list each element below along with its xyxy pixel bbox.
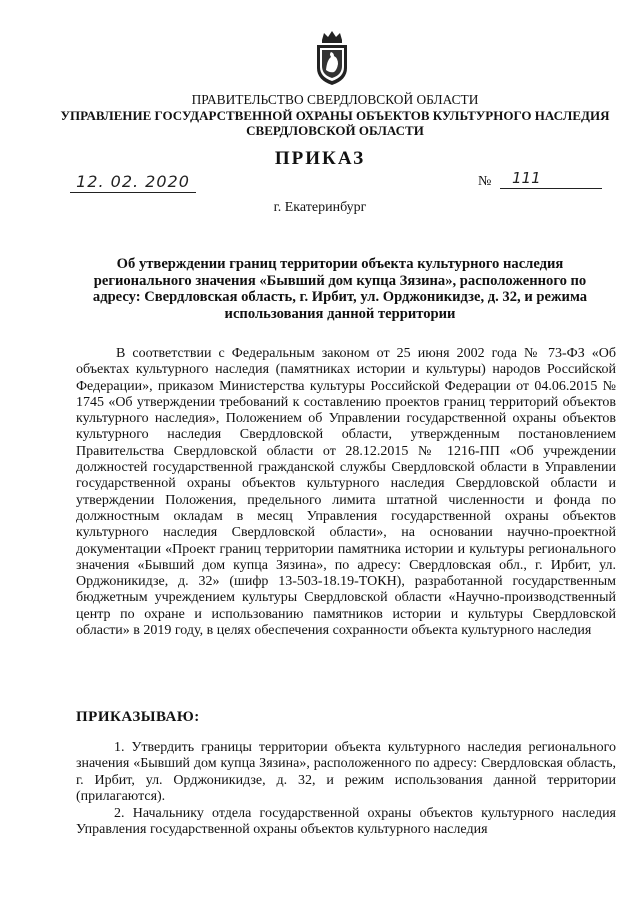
order-city: г. Екатеринбург	[273, 200, 367, 215]
order-number-label: №	[478, 174, 492, 189]
order-date: 12. 02. 2020	[70, 172, 196, 193]
decree-item: 1. Утвердить границы территории объекта культурного наследия регионального значения «Бывший дом купца Зязина», расположенного по адресу: Свердловская область, г. Ирбит, ул. Орджоникидзе, д. 32, и режим использования данной территории (прилагаются).	[76, 740, 616, 804]
preamble-paragraph: В соответствии с Федеральным законом от 25 июня 2002 года № 73-ФЗ «Об объектах культурного наследия (памятниках истории и культуры) народов Российской Федерации», приказом Министерства культуры Российской Федерации от 04.06.2015 № 1745 «Об утверждении требований к составлению проектов границ территорий объектов культурного наследия», Положением об Управлении государственной охраны объектов культурного наследия Свердловской области, утвержденным постановлением Правительства Свердловской области от 28.12.2015 № 1216-ПП «Об учреждении должностей государственной гражданской службы Свердловской области в Управлении государственной охраны объектов культурного наследия Свердловской области и утверждении Положения, предельного лимита штатной численности и фонда по должностным окладам в месяц Управления государственной охраны объектов культурного наследия Свердловской области», на основании научно-проектной документации «Проект границ территории памятника истории и культуры регионального значения «Бывший дом купца Зязина», по адресу: Свердловская обл., г. Ирбит, ул. Орджоникидзе, д. 32» (шифр 13-503-18.19-ТОКН), разработанной государственным бюджетным учреждением культуры Свердловской области «Научно-производственный центр по охране и использованию памятников истории и культуры Свердловской области» в 2019 году, в целях обеспечения сохранности объекта культурного наследия	[76, 346, 616, 639]
decree-item: 2. Начальнику отдела государственной охраны объектов культурного наследия Управления государственной охраны объектов культурного наследия	[76, 806, 616, 838]
decree-heading: ПРИКАЗЫВАЮ:	[76, 709, 200, 725]
order-number: 111	[500, 168, 602, 189]
department-name: УПРАВЛЕНИЕ ГОСУДАРСТВЕННОЙ ОХРАНЫ ОБЪЕКТОВ КУЛЬТУРНОГО НАСЛЕДИЯ СВЕРДЛОВСКОЙ ОБЛАСТИ	[60, 108, 610, 138]
coat-of-arms-icon	[314, 30, 350, 86]
order-subject: Об утверждении границ территории объекта культурного наследия регионального значения «Бывший дом купца Зязина», расположенного по адресу: Свердловская область, г. Ирбит, ул. Орджоникидзе, д. 32, и режима использования данной территории	[92, 256, 588, 322]
government-name: ПРАВИТЕЛЬСТВО СВЕРДЛОВСКОЙ ОБЛАСТИ	[191, 92, 479, 107]
document-title: ПРИКАЗ	[274, 148, 366, 169]
